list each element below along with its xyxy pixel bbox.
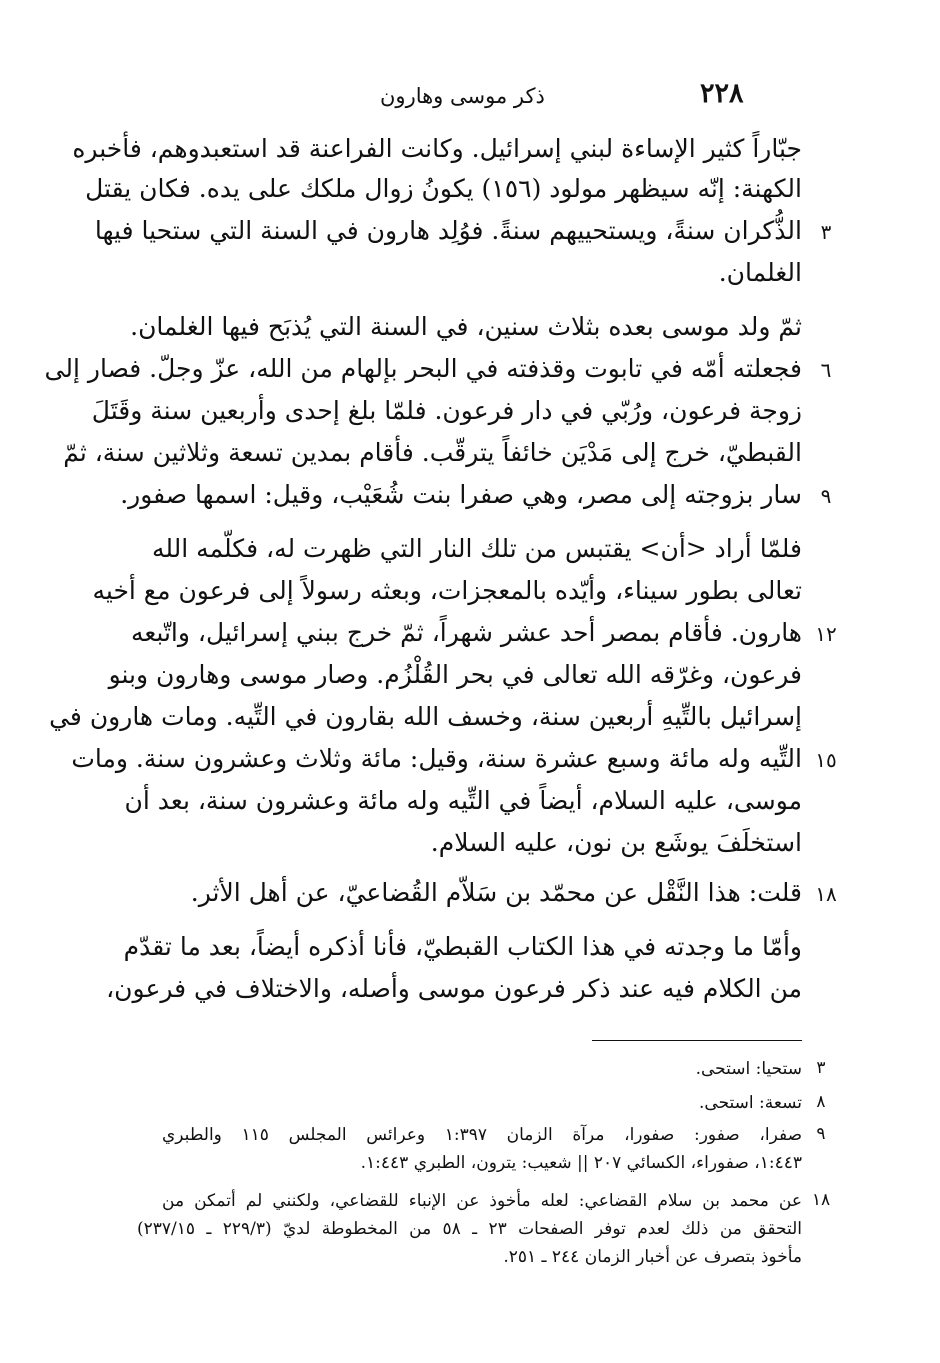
footnote-line: ستحيا: استحى. [695, 1059, 802, 1079]
footnote-line: مأخوذ بتصرف عن أخبار الزمان ٢٤٤ ـ ٢٥١. [503, 1247, 802, 1267]
footnote-line: التحقق من ذلك لعدم توفر الصفحات ٢٣ ـ ٥٨ من المخطوطة لديّ (٢٢٩/٣ ـ ٢٣٧/١٥) [137, 1219, 803, 1239]
body-line: فرعون، وغرّقه الله تعالى في بحر القُلْزُم. وصار موسى وهارون وبنو [108, 660, 802, 689]
footnote-number: ٣ [816, 1058, 826, 1078]
footnote-number: ١٨ [811, 1190, 831, 1210]
body-line: وأمّا ما وجدته في هذا الكتاب القبطيّ، فأنا أذكره أيضاً، بعد ما تقدّم [123, 932, 802, 961]
body-line: الغلمان. [718, 258, 802, 287]
body-line: ثمّ ولد موسى بعده بثلاث سنين، في السنة التي يُذبَح فيها الغلمان. [130, 312, 802, 341]
body-line: إسرائيل بالتِّيهِ أربعين سنة، وخسف الله بقارون في التِّيه. ومات هارون في [49, 702, 802, 731]
body-line: الذُّكران سنةً، ويستحييهم سنةً. فوُلِد هارون في السنة التي ستحيا فيها [94, 216, 802, 245]
line-number: ٣ [820, 220, 832, 244]
body-line: قلت: هذا النَّقْل عن محمّد بن سَلاّم القُضاعيّ، عن أهل الأثر. [190, 878, 802, 907]
footnote-line: تسعة: استحى. [699, 1093, 802, 1113]
body-line: سار بزوجته إلى مصر، وهي صفرا بنت شُعَيْب، وقيل: اسمها صفور. [120, 480, 802, 509]
footnote-line: صفرا، صفور: صفورا، مرآة الزمان ١:٣٩٧ وعرائس المجلس ١١٥ والطبري [162, 1125, 803, 1145]
body-line: تعالى بطور سيناء، وأيّده بالمعجزات، وبعثه رسولاً إلى فرعون مع أخيه [92, 576, 802, 605]
body-line: زوجة فرعون، ورُبّي في دار فرعون. فلمّا بلغ إحدى وأربعين سنة وقَتَلَ [91, 396, 802, 425]
body-line: التِّيه وله مائة وسبع عشرة سنة، وقيل: مائة وثلاث وعشرون سنة. ومات [71, 744, 802, 773]
body-line: جبّاراً كثير الإساءة لبني إسرائيل. وكانت الفراعنة قد استعبدوهم، فأخبره [72, 134, 802, 163]
body-line: موسى، عليه السلام، أيضاً في التِّيه وله مائة وعشرون سنة، بعد أن [124, 786, 802, 815]
body-line: الكهنة: إنّه سيظهر مولود (١٥٦) يكونُ زوال ملكك على يده. فكان يقتل [85, 174, 802, 203]
line-number: ١٨ [815, 882, 837, 906]
body-line: فجعلته أمّه في تابوت وقذفته في البحر بإلهام من الله، عزّ وجلّ. فصار إلى [44, 354, 802, 383]
body-line: هارون. فأقام بمصر أحد عشر شهراً، ثمّ خرج ببني إسرائيل، واتّبعه [130, 618, 802, 647]
footnote-number: ٩ [816, 1124, 826, 1144]
footnote-line: ١:٤٤٣، صفوراء، الكسائي ٢٠٧ || شعيب: يترون، الطبري ١:٤٤٣. [360, 1153, 802, 1173]
line-number: ٦ [820, 358, 832, 382]
page-number: ٢٢٨ [700, 78, 744, 109]
footnote-divider [592, 1040, 802, 1041]
line-number: ١٥ [815, 748, 837, 772]
line-number: ١٢ [815, 622, 837, 646]
footnote-number: ٨ [816, 1092, 826, 1112]
footnote-line: عن محمد بن سلام القضاعي: لعله مأخوذ عن الإنباء للقضاعي، ولكنني لم أتمكن من [162, 1191, 802, 1211]
body-line: استخلَفَ يوشَع بن نون، عليه السلام. [430, 828, 802, 857]
line-number: ٩ [820, 484, 832, 508]
running-title: ذكر موسى وهارون [380, 84, 545, 108]
body-line: من الكلام فيه عند ذكر فرعون موسى وأصله، والاختلاف في فرعون، [106, 974, 802, 1003]
body-line: القبطيّ، خرج إلى مَدْيَن خائفاً يترقّب. فأقام بمدين تسعة وثلاثين سنة، ثمّ [63, 438, 802, 467]
body-line: فلمّا أراد <أن> يقتبس من تلك النار التي ظهرت له، فكلّمه الله [151, 534, 802, 563]
